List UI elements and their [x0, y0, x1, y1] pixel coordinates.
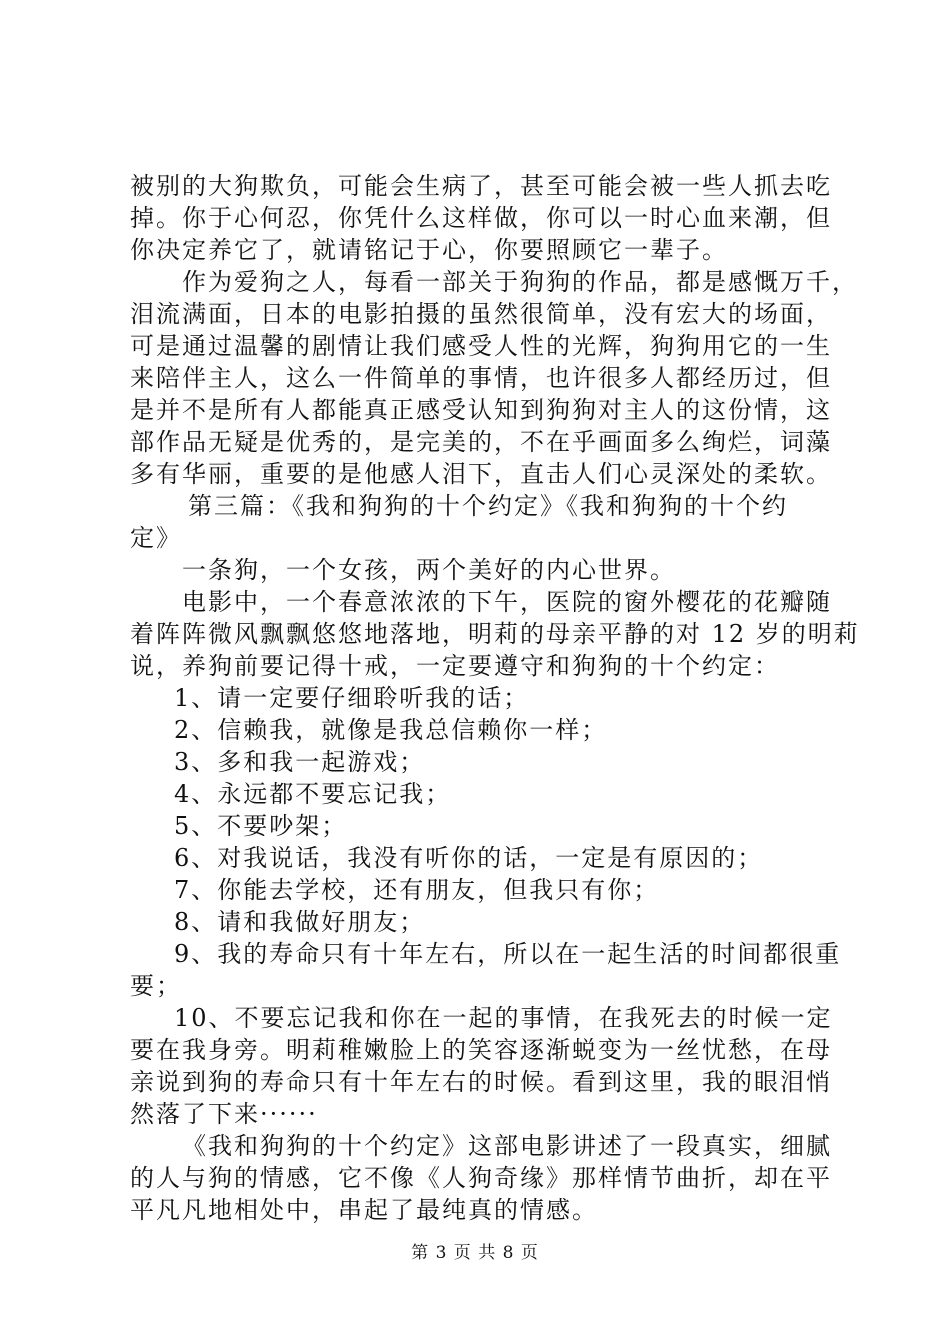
text-line: 泪流满面，日本的电影拍摄的虽然很简单，没有宏大的场面， [130, 300, 832, 328]
text-line: 的人与狗的情感，它不像《人狗奇缘》那样情节曲折，却在平 [130, 1164, 832, 1192]
text-line: 一条狗，一个女孩，两个美好的内心世界。 [182, 556, 676, 584]
text-line: 7、你能去学校，还有朋友，但我只有你； [174, 876, 660, 904]
text-line: 8、请和我做好朋友； [174, 908, 426, 936]
text-line: 定》 [130, 524, 182, 552]
text-line: 掉。你于心何忍，你凭什么这样做，你可以一时心血来潮，但 [130, 204, 832, 232]
page-footer: 第 3 页 共 8 页 [411, 1243, 539, 1263]
text-line: 要； [130, 972, 182, 1000]
text-line: 4、永远都不要忘记我； [174, 780, 452, 808]
text-line: 部作品无疑是优秀的，是完美的，不在乎画面多么绚烂，词藻 [130, 428, 832, 456]
text-line: 是并不是所有人都能真正感受认知到狗狗对主人的这份情，这 [130, 396, 832, 424]
text-line: 5、不要吵架； [174, 812, 348, 840]
text-line: 被别的大狗欺负，可能会生病了，甚至可能会被一些人抓去吃 [130, 172, 832, 200]
text-line: 平凡凡地相处中，串起了最纯真的情感。 [130, 1196, 598, 1224]
text-line: 多有华丽，重要的是他感人泪下，直击人们心灵深处的柔软。 [130, 460, 832, 488]
text-line: 电影中，一个春意浓浓的下午，医院的窗外樱花的花瓣随 [182, 588, 832, 616]
text-line: 作为爱狗之人，每看一部关于狗狗的作品，都是感慨万千， [182, 268, 858, 296]
text-line: 《我和狗狗的十个约定》这部电影讲述了一段真实，细腻 [182, 1132, 832, 1160]
text-line: 10、不要忘记我和你在一起的事情，在我死去的时候一定 [174, 1004, 833, 1032]
document-body [130, 170, 860, 1226]
text-line: 1、请一定要仔细聆听我的话； [174, 684, 530, 712]
text-line: 第三篇：《我和狗狗的十个约定》《我和狗狗的十个约 [188, 492, 788, 520]
text-line: 9、我的寿命只有十年左右，所以在一起生活的时间都很重 [174, 940, 842, 968]
text-line: 6、对我说话，我没有听你的话，一定是有原因的； [174, 844, 764, 872]
text-line: 着阵阵微风飘飘悠悠地落地，明莉的母亲平静的对 12 岁的明莉 [130, 620, 860, 648]
text-line: 来陪伴主人，这么一件简单的事情，也许很多人都经历过，但 [130, 364, 832, 392]
text-line: 你决定养它了，就请铭记于心，你要照顾它一辈子。 [130, 236, 728, 264]
text-line: 2、信赖我，就像是我总信赖你一样； [174, 716, 608, 744]
text-line: 说，养狗前要记得十戒，一定要遵守和狗狗的十个约定： [130, 652, 780, 680]
text-line: 亲说到狗的寿命只有十年左右的时候。看到这里，我的眼泪悄 [130, 1068, 832, 1096]
text-line: 要在我身旁。明莉稚嫩脸上的笑容逐渐蜕变为一丝忧愁，在母 [130, 1036, 832, 1064]
text-line: 然落了下来······ [130, 1100, 318, 1128]
text-line: 可是通过温馨的剧情让我们感受人性的光辉，狗狗用它的一生 [130, 332, 832, 360]
text-line: 3、多和我一起游戏； [174, 748, 426, 776]
